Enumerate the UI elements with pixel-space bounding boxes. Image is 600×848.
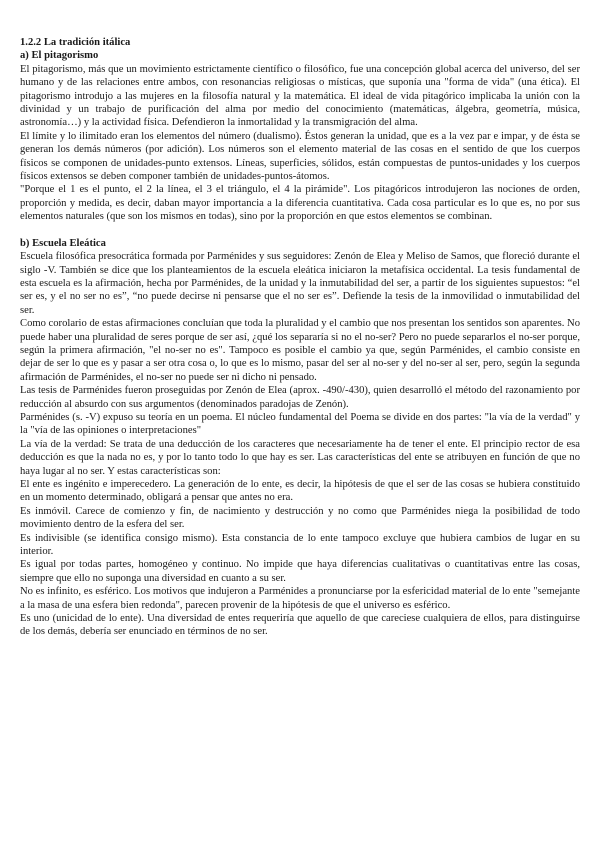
subsection-heading-pitagorismo: a) El pitagorismo xyxy=(20,50,99,62)
paragraph: Como corolario de estas afirmaciones concluían que toda la pluralidad y el cambio que nos presentan los sentidos son aparentes. No puede haber una pluralidad de seres porque de ser así, ¿qué los separaría si no el no-ser? Pero no puede separarlos el no-ser porque, según la primera afirmación, "el no-ser no es". Tampoco es posible el cambio ya que, según Parménides, el cambio consiste en dejar de ser lo que es y pasar a ser otra cosa o, lo que es lo mismo, pasar del ser al no-ser y del no-ser al ser, pero, según la segunda afirmación de Parménides, el no-ser no puede ser ni dicho ni pensado. xyxy=(20,318,580,383)
paragraph: Las tesis de Parménides fueron proseguidas por Zenón de Elea (aprox. -490/-430), quien desarrolló el método del razonamiento por reducción al absurdo con sus argumentos (denominados paradojas de Zenón). xyxy=(20,385,580,410)
paragraph: Parménides (s. -V) expuso su teoría en un poema. El núcleo fundamental del Poema se divide en dos partes: "la vía de la verdad" y la "vía de las opiniones o interpretaciones" xyxy=(20,411,580,437)
paragraph: Es igual por todas partes, homogéneo y continuo. No impide que haya diferencias cualitativas o cuantitativas entre las cosas, siempre que ello no suponga una diversidad en cuanto a su ser. xyxy=(20,559,580,584)
paragraph: No es infinito, es esférico. Los motivos que indujeron a Parménides a pronunciarse por la esfericidad material de lo ente "semejante a la masa de una esfera bien redonda", parecen provenir de la hipótesis de que el universo es esférico. xyxy=(20,586,580,611)
paragraph: La vía de la verdad: Se trata de una deducción de los caracteres que necesariamente ha de tener el ente. El principio rector de esa deducción es que la nada no es, y por lo tanto todo lo que hay es ser. Las características del ente se atribuyen en función de que no haya lugar al no ser. Y estas características son: xyxy=(20,438,580,477)
subsection-heading-escuela-eleatica: b) Escuela Eleática xyxy=(20,237,106,249)
paragraph: El ente es ingénito e imperecedero. La generación de lo ente, es decir, la hipótesis de que el ser de las cosas se hubiera constituido en un momento determinado, obligará a pensar que antes no era. xyxy=(20,479,580,504)
paragraph: "Porque el 1 es el punto, el 2 la línea, el 3 el triángulo, el 4 la pirámide". Los pitagóricos introdujeron las nociones de orden, proporción y medida, es decir, daban mayor importancia a la diferencia cuantitativa. Cada cosa particular es lo que es, no por sus elementos naturales (que son los mismos en todas), sino por la proporción en que estos elementos se combinan. xyxy=(20,184,580,223)
section-title: 1.2.2 La tradición itálica xyxy=(20,37,131,48)
paragraph: Es inmóvil. Carece de comienzo y fin, de nacimiento y destrucción y no como que Parménides niega la posibilidad de todo movimiento dentro de la esfera del ser. xyxy=(20,505,580,531)
paragraph: Es uno (unicidad de lo ente). Una diversidad de entes requeriría que aquello de que careciese cualquiera de ellos, para distinguirse de los demás, debería ser enunciado en términos de no ser. xyxy=(20,613,580,638)
paragraph: El pitagorismo, más que un movimiento estrictamente científico o filosófico, fue una concepción global acerca del universo, del ser humano y de las relaciones entre ambos, con resonancias religiosas o místicas, que suponía una "forma de vida" (una ética). El pitagorismo introdujo a las mujeres en la filosofía natural y la matemática. El ideal de vida pitagórico implicaba la unión con la divinidad y un trabajo de purificación del alma por medio del conocimiento (matemáticas, álgebra, geometría, música, astronomía…) y la actividad física. Defendieron la inmortalidad y la transmigración del alma. xyxy=(20,63,580,129)
paragraph: Es indivisible (se identifica consigo mismo). Esta constancia de lo ente tampoco excluye que hubiera cambios de lugar en su interior. xyxy=(20,532,580,558)
paragraph: El límite y lo ilimitado eran los elementos del número (dualismo). Éstos generan la unidad, que es a la vez par e impar, y de ésta se generan los demás números (por adición). Los números son el elemento material de las cosas en el sentido de que los cuerpos físicos se componen de unidades-punto extensos. Líneas, superficies, sólidos, están compuestas de puntos-unidades y los cuerpos físicos extensos se deben componer también de unidades-puntos-átomos. xyxy=(20,130,580,183)
paragraph: Escuela filosófica presocrática formada por Parménides y sus seguidores: Zenón de Elea y Meliso de Samos, que floreció durante el siglo -V. También se dice que los planteamientos de la escuela eleática iniciaron la metafísica occidental. La tesis fundamental de esta escuela es la afirmación, hecha por Parménides, de la unidad y la inmutabilidad del ser, a partir de los siguientes supuestos: “el ser es, y el no ser no es”, “no puede decirse ni pensarse que el no ser es”. Defiende la tesis de la inmovilidad o inmutabilidad del ser. xyxy=(20,251,580,316)
section-gap xyxy=(20,224,580,237)
